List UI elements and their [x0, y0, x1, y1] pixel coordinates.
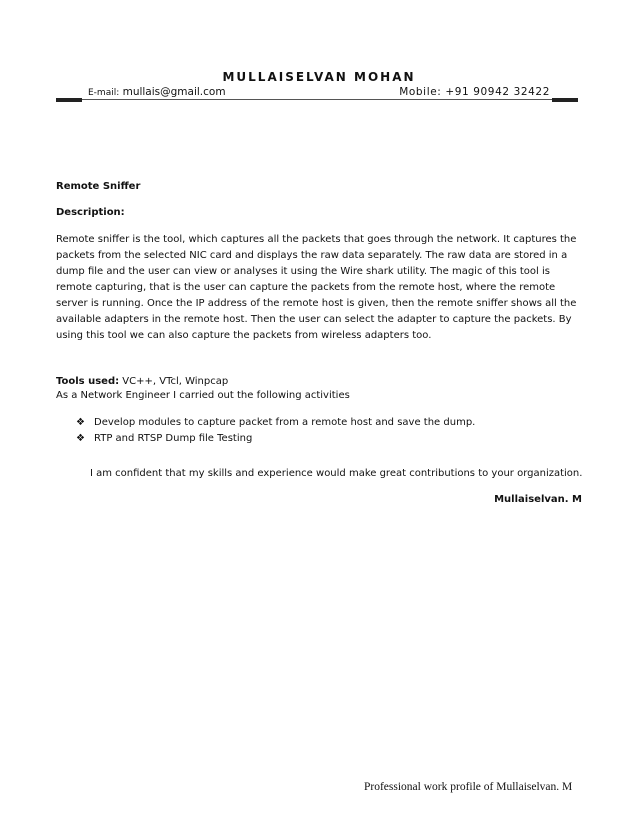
project-description: Remote sniffer is the tool, which captures all the packets that goes through the network. It captures the packets from the selected NIC card and displays the raw data separately. The raw data are stored in a dump file and the user can view or analyses it using the Wire shark utility. The magic of this tool is remote capturing, that is the user can capture the packets from the remote host, where the remote server is running. Once the IP address of the remote host is given, then the remote sniffer shows all the available adapters in the remote host. Then the user can select the adapter to capture the packets. By using this tool we can also capture the packets from wireless adapters too.: [56, 234, 577, 341]
activities-intro: As a Network Engineer I carried out the following activities: [56, 390, 350, 401]
header-rule-left-bar: [56, 98, 82, 102]
activity-text: RTP and RTSP Dump file Testing: [94, 433, 253, 444]
project-title: Remote Sniffer: [56, 181, 141, 192]
email-line: [88, 86, 226, 99]
mobile-number: Mobile: +91 90942 32422: [399, 86, 550, 98]
candidate-name: MULLAISELVAN MOHAN: [222, 70, 416, 84]
closing-statement: I am confident that my skills and experience would make great contributions to your organization.: [90, 468, 583, 479]
diamond-bullet-icon: ❖: [76, 433, 85, 444]
signature: Mullaiselvan. M: [494, 494, 582, 505]
tools-used-line: [56, 376, 228, 387]
description-heading: Description:: [56, 207, 125, 218]
header-rule-line: [82, 99, 552, 100]
email-address[interactable]: mullais@gmail.com: [122, 86, 226, 98]
tools-used-value: VC++, VTcl, Winpcap: [119, 376, 229, 387]
list-item: [76, 431, 475, 447]
page-footer: Professional work profile of Mullaiselvan. M: [364, 781, 573, 793]
list-item: [76, 415, 475, 431]
activity-text: Develop modules to capture packet from a remote host and save the dump.: [94, 417, 476, 428]
email-label: E-mail:: [88, 88, 120, 98]
diamond-bullet-icon: ❖: [76, 417, 85, 428]
tools-used-label: Tools used:: [56, 376, 120, 387]
header-rule-right-bar: [552, 98, 578, 102]
activities-list: [76, 415, 475, 447]
